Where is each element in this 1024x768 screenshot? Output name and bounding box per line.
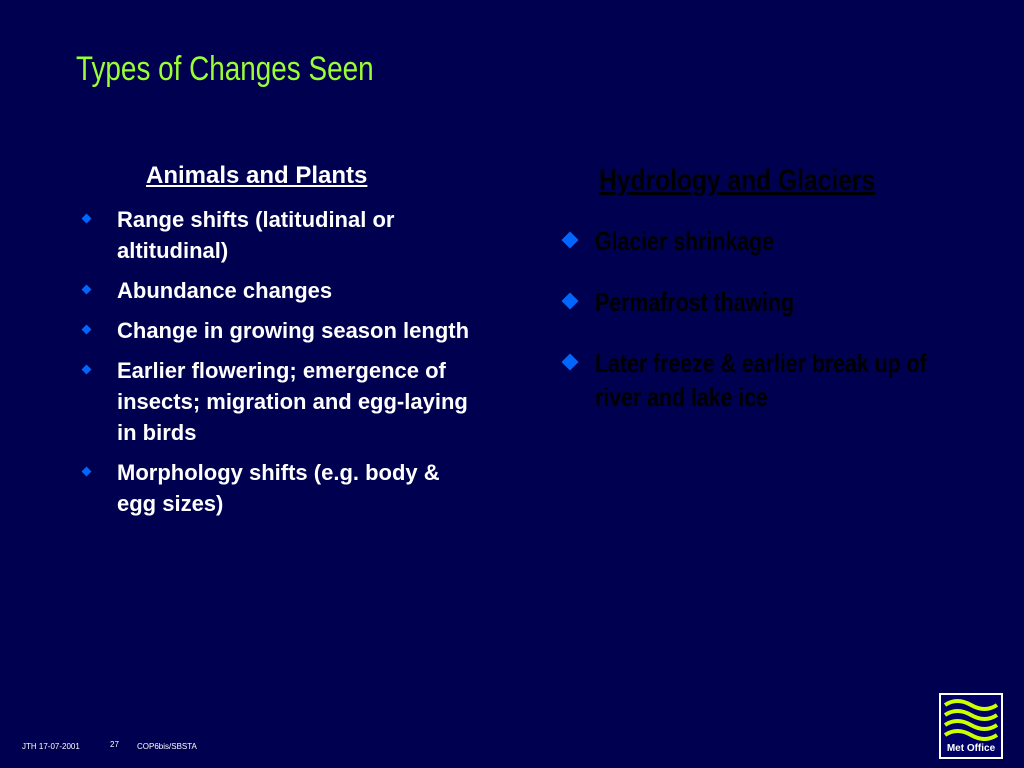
- diamond-bullet-icon: [82, 325, 92, 335]
- list-item: [80, 204, 480, 266]
- slide-title: Types of Changes Seen: [76, 50, 374, 88]
- diamond-bullet-icon: [82, 467, 92, 477]
- hydrology-glaciers-heading: Hydrology and Glaciers: [599, 164, 876, 197]
- diamond-bullet-icon: [562, 354, 579, 371]
- waves-icon: [943, 697, 999, 741]
- list-item: [80, 355, 480, 448]
- list-item: [80, 457, 480, 519]
- list-item: [80, 315, 480, 346]
- footer-date: JTH 17-07-2001: [22, 742, 80, 751]
- footer-page-number: 27: [110, 740, 119, 749]
- list-item: [560, 285, 980, 324]
- met-office-logo: [939, 693, 1003, 759]
- list-item-text: Abundance changes: [117, 278, 333, 303]
- list-item-text: Later freeze & earlier break up of river and lake ice: [595, 348, 927, 412]
- list-item: [80, 275, 480, 306]
- list-item-text: Permafrost thawing: [595, 287, 795, 317]
- list-item: [560, 346, 980, 419]
- diamond-bullet-icon: [82, 285, 92, 295]
- animals-plants-list: [80, 204, 480, 528]
- diamond-bullet-icon: [562, 293, 579, 310]
- diamond-bullet-icon: [82, 365, 92, 375]
- diamond-bullet-icon: [82, 214, 92, 224]
- list-item-text: Glacier shrinkage: [595, 226, 774, 256]
- footer-event: COP6bis/SBSTA: [137, 742, 197, 751]
- list-item-text: Range shifts (latitudinal or altitudinal): [117, 207, 395, 263]
- list-item: [560, 224, 980, 263]
- diamond-bullet-icon: [562, 232, 579, 249]
- list-item-text: Earlier flowering; emergence of insects; migration and egg-laying in birds: [117, 358, 468, 445]
- logo-text: Met Office: [946, 743, 996, 754]
- hydrology-glaciers-list: [560, 224, 980, 441]
- list-item-text: Change in growing season length: [117, 318, 470, 343]
- animals-plants-heading: Animals and Plants: [146, 162, 368, 189]
- list-item-text: Morphology shifts (e.g. body & egg sizes): [117, 460, 440, 516]
